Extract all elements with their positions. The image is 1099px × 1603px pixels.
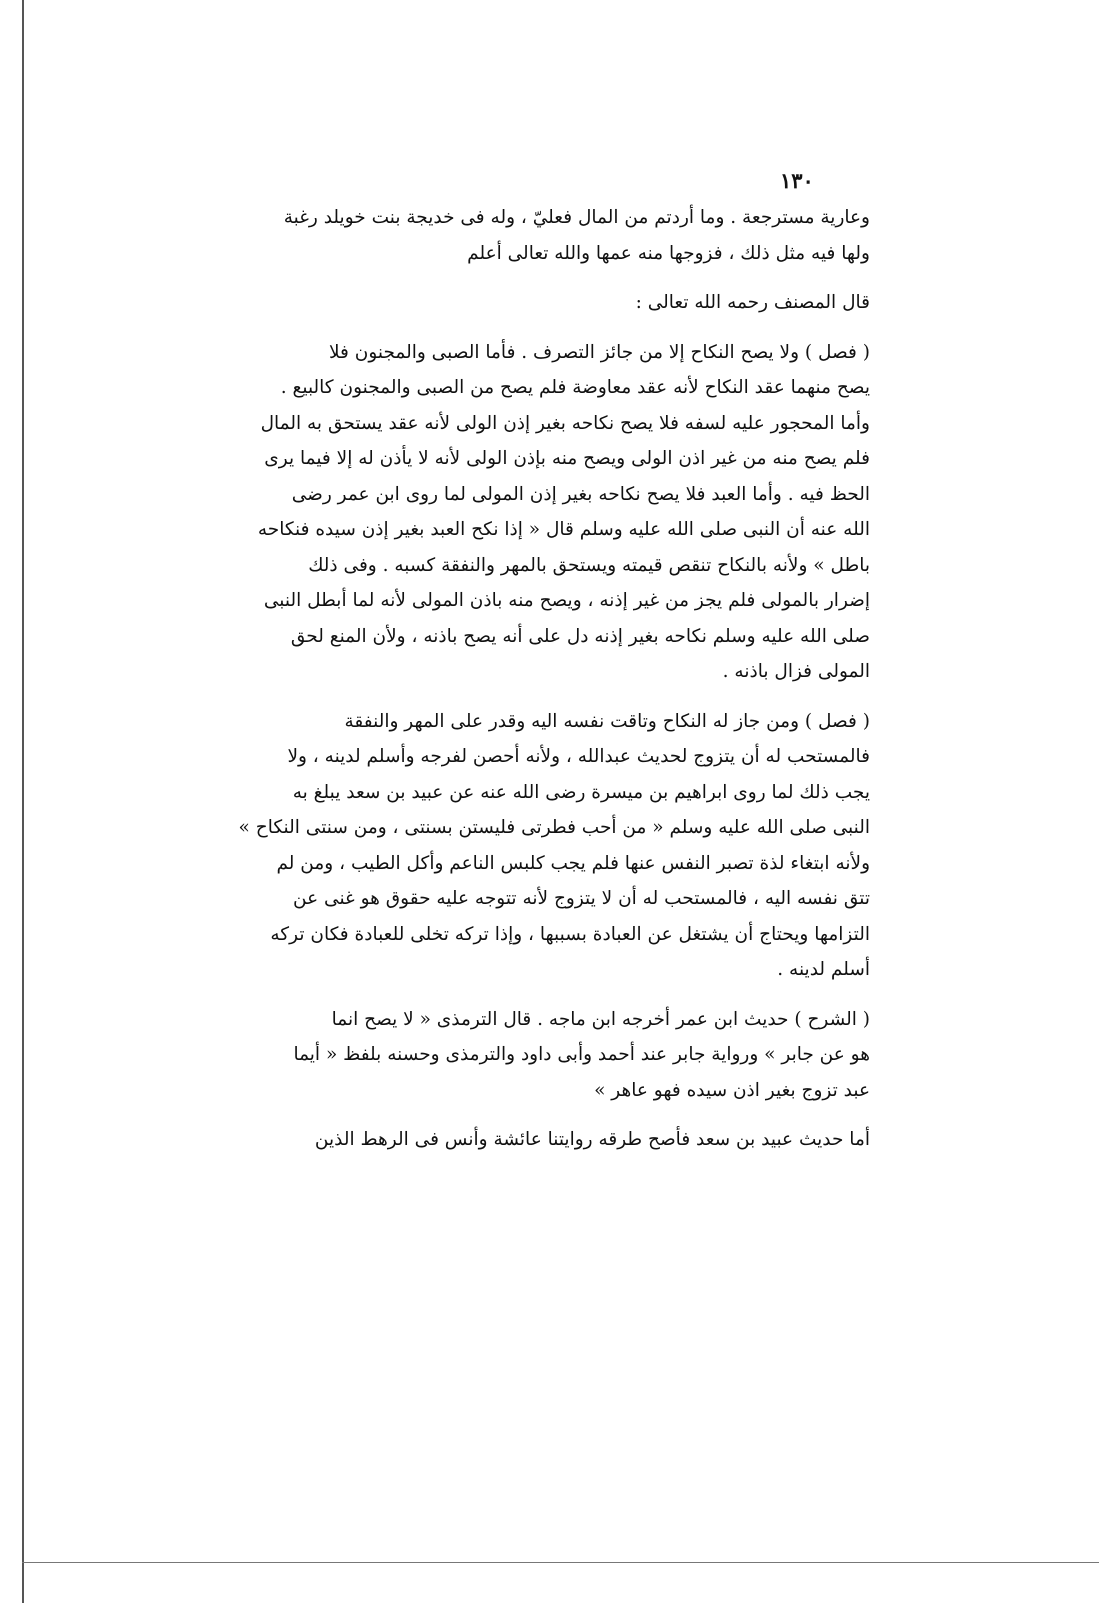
text-line: وأما المحجور عليه لسفه فلا يصح نكاحه بغير إذن الولى لأنه عقد يستحق به المال (260, 412, 870, 434)
scan-bottom-edge (22, 1562, 1099, 1563)
scan-left-edge (22, 0, 24, 1603)
text-line: أما حديث عبيد بن سعد فأصح طرقه روايتنا عائشة وأنس فى الرهط الذين (314, 1129, 870, 1150)
continuation-paragraph (180, 200, 870, 271)
paragraph (180, 1122, 870, 1158)
paragraph (180, 704, 870, 988)
text-line: الله عنه أن النبى صلى الله عليه وسلم قال « إذا نكح العبد بغير إذن سيده فنكاحه (257, 519, 870, 540)
text-line: التزامها ويحتاج أن يشتغل عن العبادة بسببها ، وإذا تركه تخلى للعبادة فكان تركه (270, 923, 870, 945)
text-line: هو عن جابر » ورواية جابر عند أحمد وأبى داود والترمذى وحسنه بلفظ « أيما (293, 1044, 870, 1065)
text-line: ( فصل ) ولا يصح النكاح إلا من جائز التصرف . فأما الصبى والمجنون فلا (328, 341, 870, 363)
text-line: باطل » ولأنه بالنكاح تنقص قيمته ويستحق بالمهر والنفقة كسبه . وفى ذلك (308, 554, 870, 576)
text-line: الحظ فيه . وأما العبد فلا يصح نكاحه بغير إذن المولى لما روى ابن عمر رضى (291, 483, 870, 505)
text-line: ولأنه ابتغاء لذة تصبر النفس عنها فلم يجب كلبس الناعم وأكل الطيب ، ومن لم (276, 852, 870, 874)
text-line: فلم يصح منه من غير اذن الولى ويصح منه بإذن الولى لأنه لا يأذن له إلا فيما يرى (264, 448, 870, 469)
paragraph (180, 1002, 870, 1109)
text-line: إضرار بالمولى فلم يجز من غير إذنه ، ويصح منه باذن المولى لأنه لما أبطل النبى (263, 590, 870, 611)
page-number: ١٣٠ (780, 168, 814, 193)
text-line: قال المصنف رحمه الله تعالى : (635, 292, 870, 313)
text-line: تتق نفسه اليه ، فالمستحب له أن لا يتزوج لأنه تتوجه عليه حقوق هو غنى عن (293, 888, 870, 909)
page-body-text (180, 200, 870, 1158)
text-line: صلى الله عليه وسلم نكاحه بغير إذنه دل على أنه يصح باذنه ، ولأن المنع لحق (290, 625, 870, 647)
text-line: وعارية مسترجعة . وما أردتم من المال فعليّ ، وله فى خديجة بنت خويلد رغبة (283, 207, 870, 228)
text-line: المولى فزال باذنه . (722, 661, 870, 682)
text-line: ( فصل ) ومن جاز له النكاح وتاقت نفسه اليه وقدر على المهر والنفقة (344, 710, 870, 732)
paragraph (180, 335, 870, 690)
section-heading (180, 285, 870, 321)
text-line: يصح منهما عقد النكاح لأنه عقد معاوضة فلم يصح من الصبى والمجنون كالبيع . (280, 377, 870, 398)
text-line: النبى صلى الله عليه وسلم « من أحب فطرتى فليستن بسنتى ، ومن سنتى النكاح » (238, 817, 870, 838)
text-line: أسلم لدينه . (777, 959, 870, 980)
text-line: ( الشرح ) حديث ابن عمر أخرجه ابن ماجه . قال الترمذى « لا يصح انما (331, 1008, 870, 1030)
text-line: عبد تزوج بغير اذن سيده فهو عاهر » (594, 1079, 870, 1101)
text-line: فالمستحب له أن يتزوج لحديث عبدالله ، ولأنه أحصن لفرجه وأسلم لدينه ، ولا (287, 746, 870, 767)
text-line: يجب ذلك لما روى ابراهيم بن ميسرة رضى الله عنه عن عبيد بن سعد يبلغ به (292, 781, 870, 803)
text-line: ولها فيه مثل ذلك ، فزوجها منه عمها والله تعالى أعلم (467, 242, 870, 264)
